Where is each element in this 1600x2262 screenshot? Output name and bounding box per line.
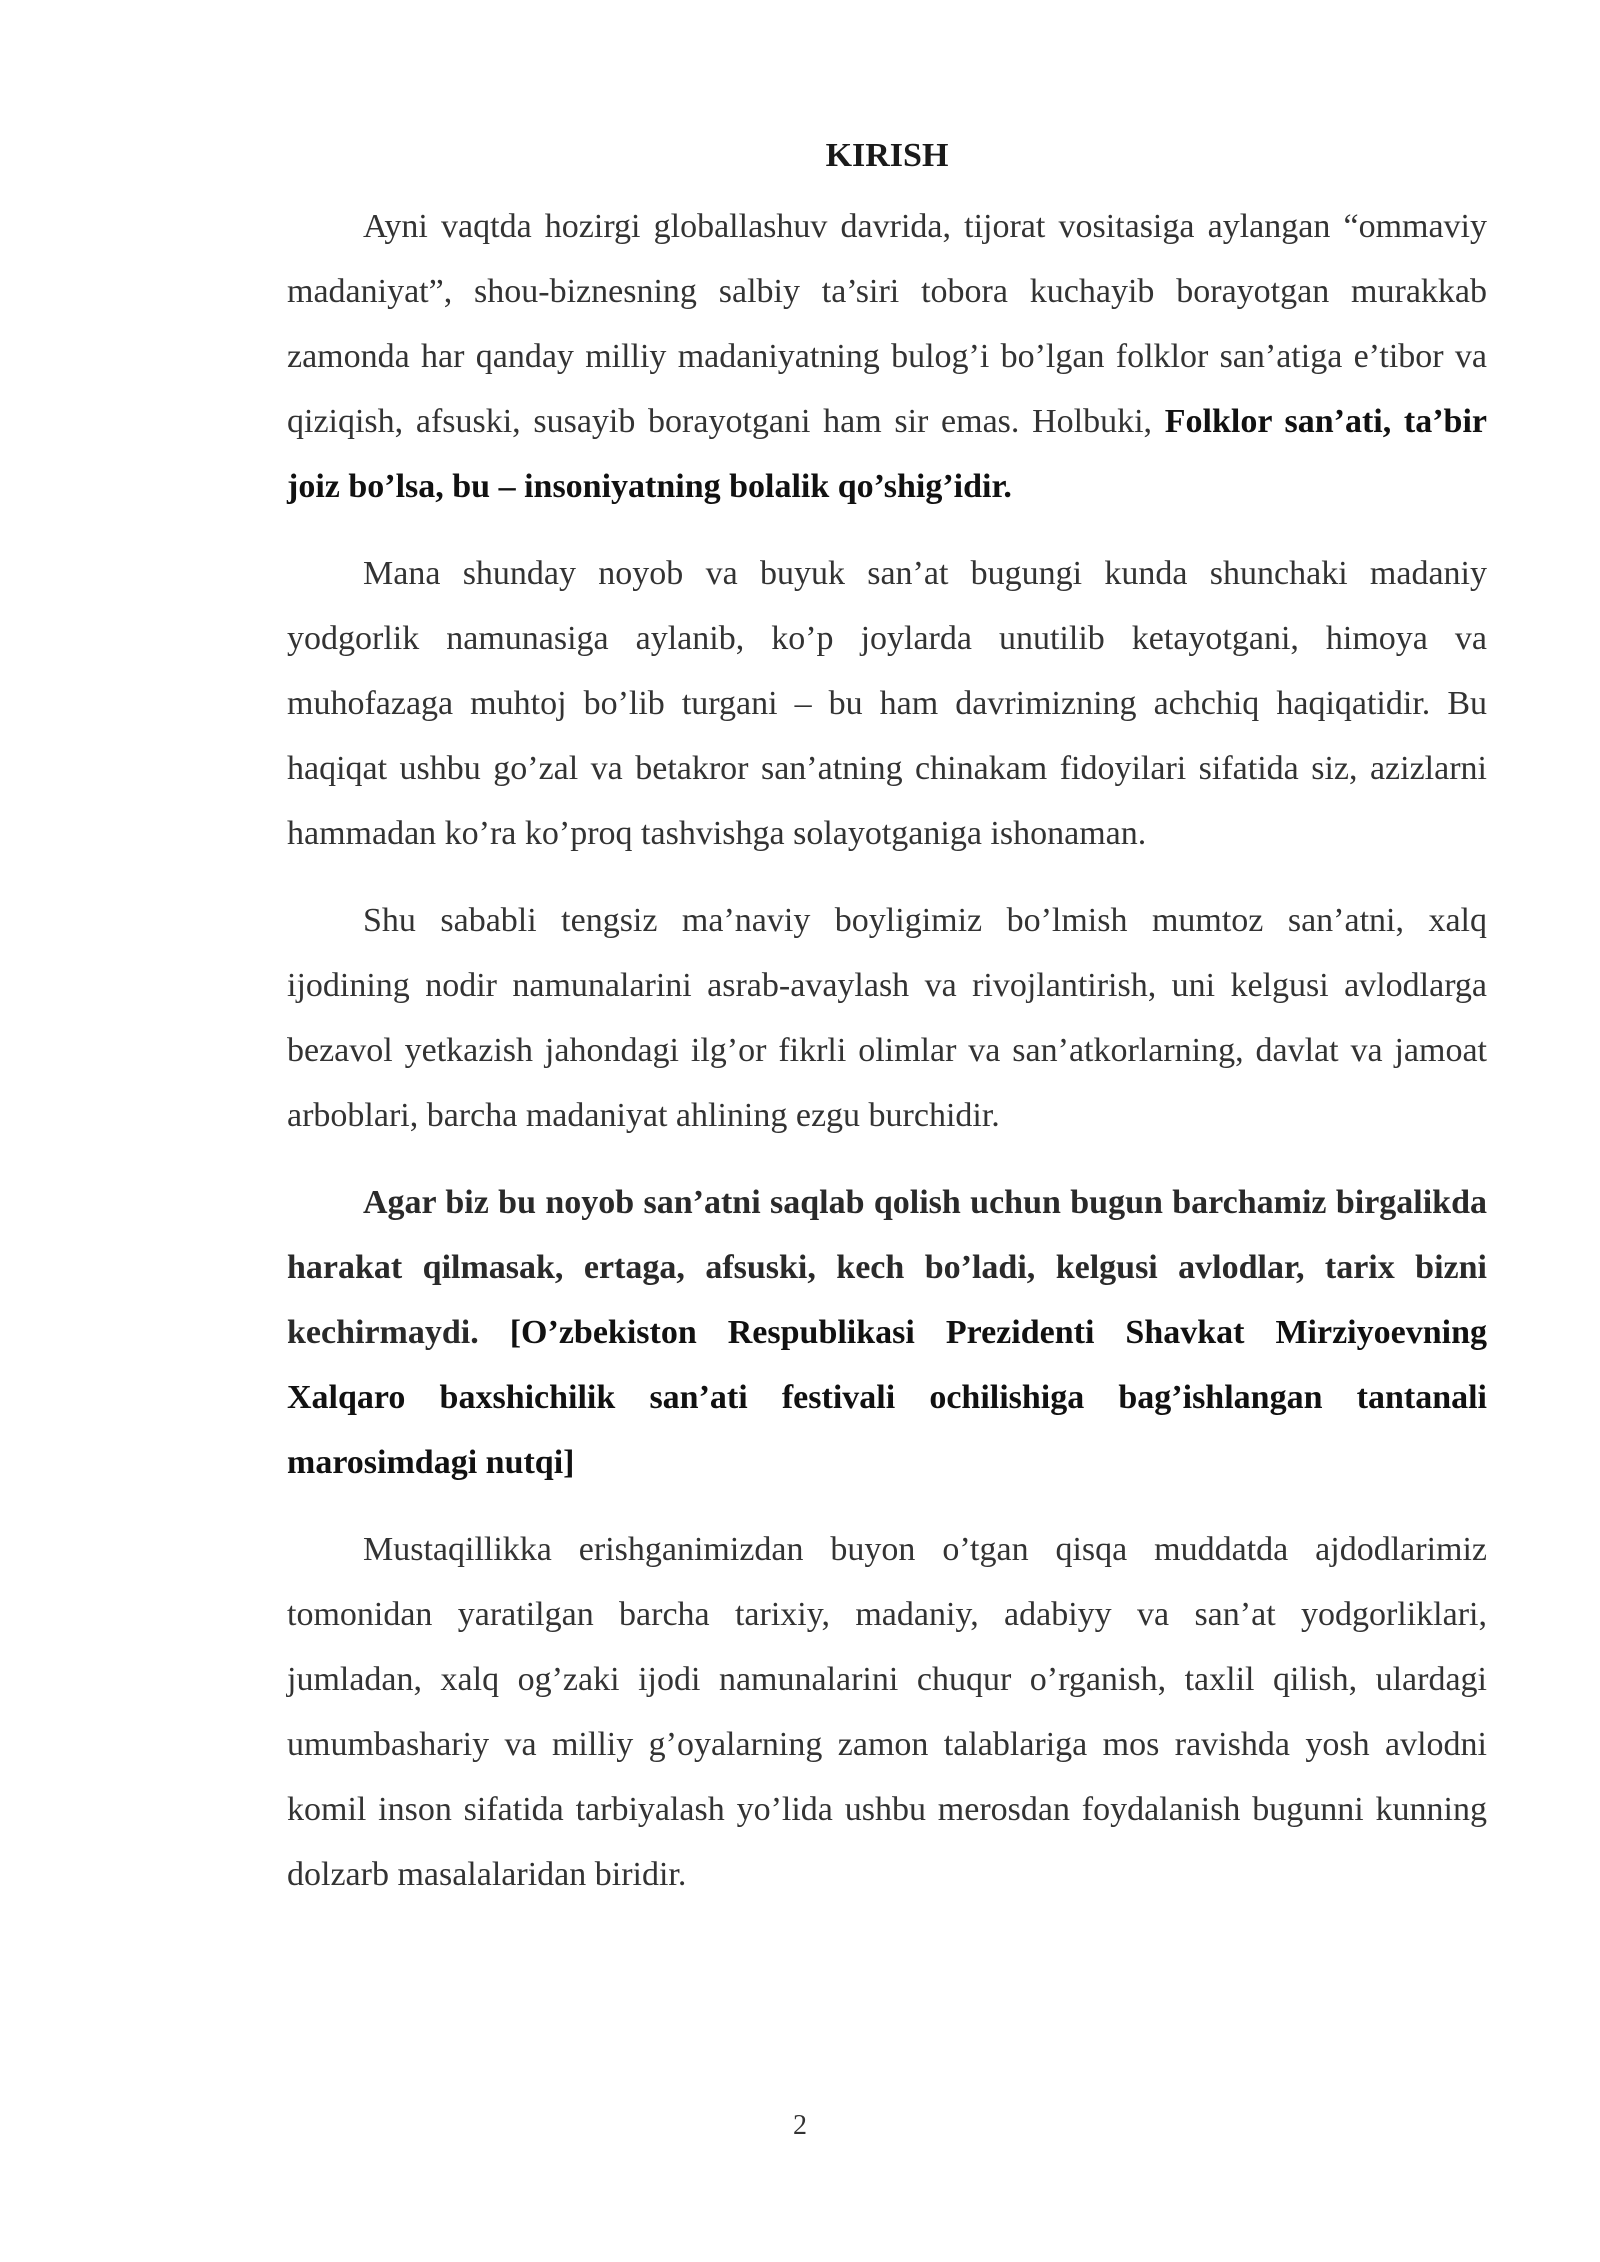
- paragraph-3: Shu sababli tengsiz ma’naviy boyligimiz bo’lmish mumtoz san’atni, xalq ijodining nodir namunalarini asrab-avaylash va rivojlantirish, uni kelgusi avlodlarga bezavol yetkazish jahondagi ilg’or fikrli olimlar va san’atkorlarning, davlat va jamoat arboblari, barcha madaniyat ahlining ezgu burchidir.: [287, 902, 1487, 1134]
- quote-source: [O’zbekiston Respublikasi Prezidenti Shavkat Mirziyoevning Xalqaro baxshichilik san’ati festivali ochilishiga bag’ishlangan tantanali marosimdagi nutqi]: [287, 1314, 1487, 1481]
- document-page: [287, 132, 1487, 1907]
- paragraph-4-presidential-quote: [287, 1170, 1487, 1495]
- paragraph-1: [287, 194, 1487, 519]
- page-number: 2: [793, 2110, 807, 2141]
- section-title: KIRISH: [825, 137, 949, 174]
- paragraph-5: Mustaqillikka erishganimizdan buyon o’tgan qisqa muddatda ajdodlarimiz tomonidan yaratilgan barcha tarixiy, madaniy, adabiyy va san’at yodgorliklari, jumladan, xalq og’zaki ijodi namunalarini chuqur o’rganish, taxlil qilish, ulardagi umumbashariy va milliy g’oyalarning zamon talablariga mos ravishda yosh avlodni komil inson sifatida tarbiyalash yo’lida ushbu merosdan foydalanish bugunni kunning dolzarb masalalaridan biridir.: [287, 1531, 1487, 1893]
- paragraph-2: Mana shunday noyob va buyuk san’at bugungi kunda shunchaki madaniy yodgorlik namunasiga aylanib, ko’p joylarda unutilib ketayotgani, himoya va muhofazaga muhtoj bo’lib turgani – bu ham davrimizning achchiq haqiqatidir. Bu haqiqat ushbu go’zal va betakror san’atning chinakam fidoyilari sifatida siz, azizlarni hammadan ko’ra ko’proq tashvishga solayotganiga ishonaman.: [287, 555, 1487, 852]
- quote-text: Agar biz bu noyob san’atni saqlab qolish uchun bugun barchamiz birgalikda harakat qilmasak, ertaga, afsuski, kech bo’ladi, kelgusi avlodlar, tarix bizni kechirmaydi.: [287, 1184, 1487, 1351]
- paragraph-1-text: Ayni vaqtda hozirgi globallashuv davrida, tijorat vositasiga aylangan “ommaviy madaniyat”, shou-biznesning salbiy ta’siri tobora kuchayib borayotgan murakkab zamonda har qanday milliy madaniyatning bulog’i bo’lgan folklor san’atiga e’tibor va qiziqish, afsuski, susayib borayotgani ham sir emas. Holbuki,: [287, 208, 1487, 440]
- paragraph-1-bold-quote: Folklor san’ati, ta’bir joiz bo’lsa, bu – insoniyatning bolalik qo’shig’idir.: [287, 403, 1487, 505]
